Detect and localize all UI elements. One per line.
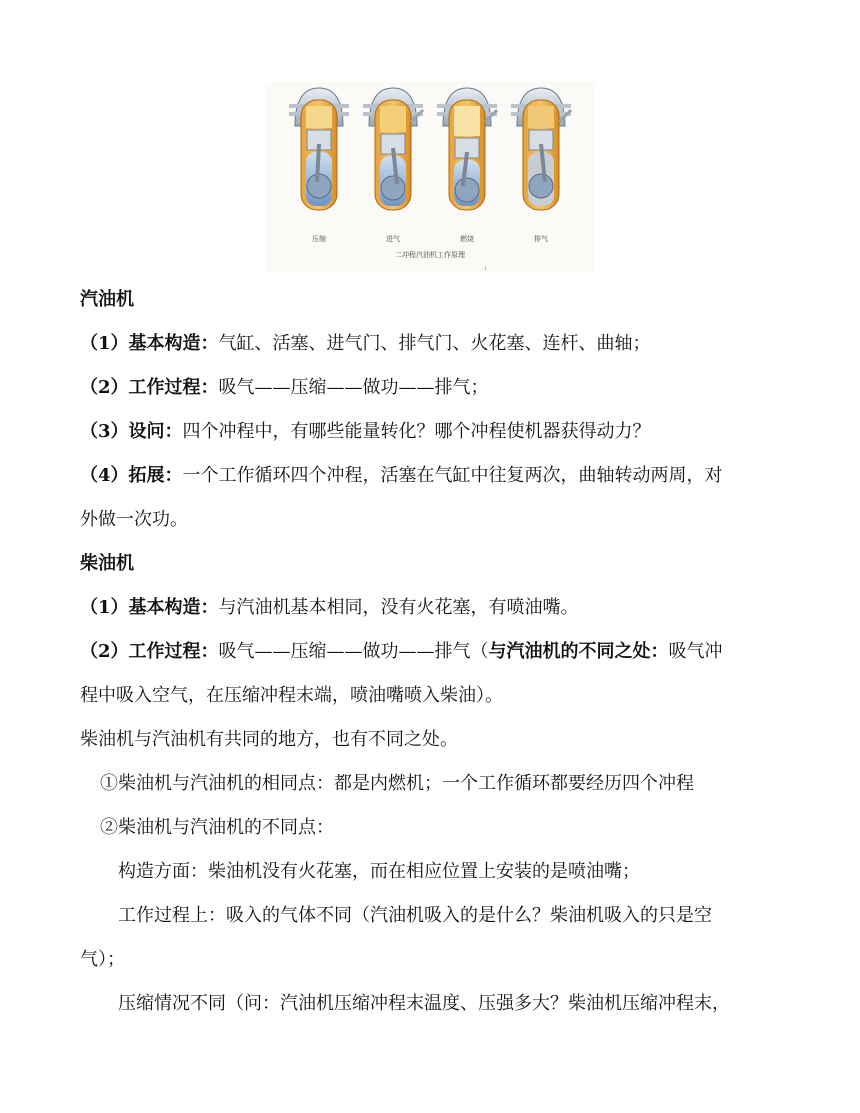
item-term: 工作过程： <box>128 641 219 662</box>
item-text: 吸气——压缩——做功——排气； <box>218 377 489 398</box>
petrol-item-4-continued: 外做一次功。 <box>80 509 188 530</box>
item-text: 四个冲程中，有哪些能量转化？哪个冲程使机器获得动力？ <box>182 421 651 442</box>
section-title-diesel: 柴油机 <box>80 553 134 574</box>
item-text: 与汽油机基本相同，没有火花塞，有喷油嘴。 <box>218 597 579 618</box>
stroke-label: 排气 <box>534 235 548 243</box>
engine-strokes-figure <box>265 82 595 272</box>
item-text: 一个工作循环四个冲程，活塞在气缸中往复两次，曲轴转动两周，对 <box>182 465 723 486</box>
comparison-process-continued: 气）； <box>80 949 125 970</box>
diesel-item-2 <box>80 640 790 664</box>
item-term-difference: 与汽油机的不同之处： <box>488 641 669 662</box>
comparison-diff: ②柴油机与汽油机的不同点： <box>100 817 334 838</box>
petrol-item-2 <box>80 376 790 400</box>
comparison-structure: 构造方面：柴油机没有火花塞，而在相应位置上安装的是喷油嘴； <box>118 861 640 882</box>
item-term: 拓展： <box>128 465 183 486</box>
item-text: 吸气——压缩——做功——排气（ <box>218 641 489 662</box>
item-number: （4） <box>80 465 129 486</box>
stroke-label: 进气 <box>386 235 400 243</box>
diesel-item-1 <box>80 596 790 620</box>
item-number: （2） <box>80 641 129 662</box>
comparison-process: 工作过程上：吸入的气体不同（汽油机吸入的是什么？柴油机吸入的只是空 <box>118 905 712 926</box>
petrol-item-1 <box>80 332 790 356</box>
section-title-petrol: 汽油机 <box>80 289 134 310</box>
engine-combustion <box>437 88 497 210</box>
item-term: 工作过程： <box>128 377 219 398</box>
engine-compression <box>289 88 349 210</box>
item-term: 基本构造： <box>128 333 219 354</box>
diesel-item-2-continued: 程中吸入空气，在压缩冲程末端，喷油嘴喷入柴油）。 <box>80 685 503 706</box>
figure-mark: ↓ <box>483 266 488 272</box>
engine-exhaust <box>511 88 571 210</box>
item-term: 基本构造： <box>128 597 219 618</box>
engine-intake <box>363 88 423 210</box>
item-number: （1） <box>80 333 129 354</box>
comparison-compression: 压缩情况不同（问：汽油机压缩冲程末温度、压强多大？柴油机压缩冲程末， <box>118 993 730 1014</box>
item-term: 设问： <box>128 421 183 442</box>
stroke-label: 燃烧 <box>460 235 474 243</box>
item-number: （1） <box>80 597 129 618</box>
figure-caption: 二冲程汽油机工作原理 <box>395 251 465 259</box>
stroke-label: 压缩 <box>312 235 326 243</box>
item-text: 气缸、活塞、进气门、排气门、火花塞、连杆、曲轴； <box>218 333 651 354</box>
engine-diagram <box>265 82 595 242</box>
item-text: 吸气冲 <box>668 641 723 662</box>
petrol-item-4 <box>80 464 790 488</box>
comparison-intro: 柴油机与汽油机有共同的地方，也有不同之处。 <box>80 729 458 750</box>
item-number: （2） <box>80 377 129 398</box>
item-number: （3） <box>80 421 129 442</box>
petrol-item-3 <box>80 420 790 444</box>
comparison-same: ①柴油机与汽油机的相同点：都是内燃机；一个工作循环都要经历四个冲程 <box>100 773 694 794</box>
